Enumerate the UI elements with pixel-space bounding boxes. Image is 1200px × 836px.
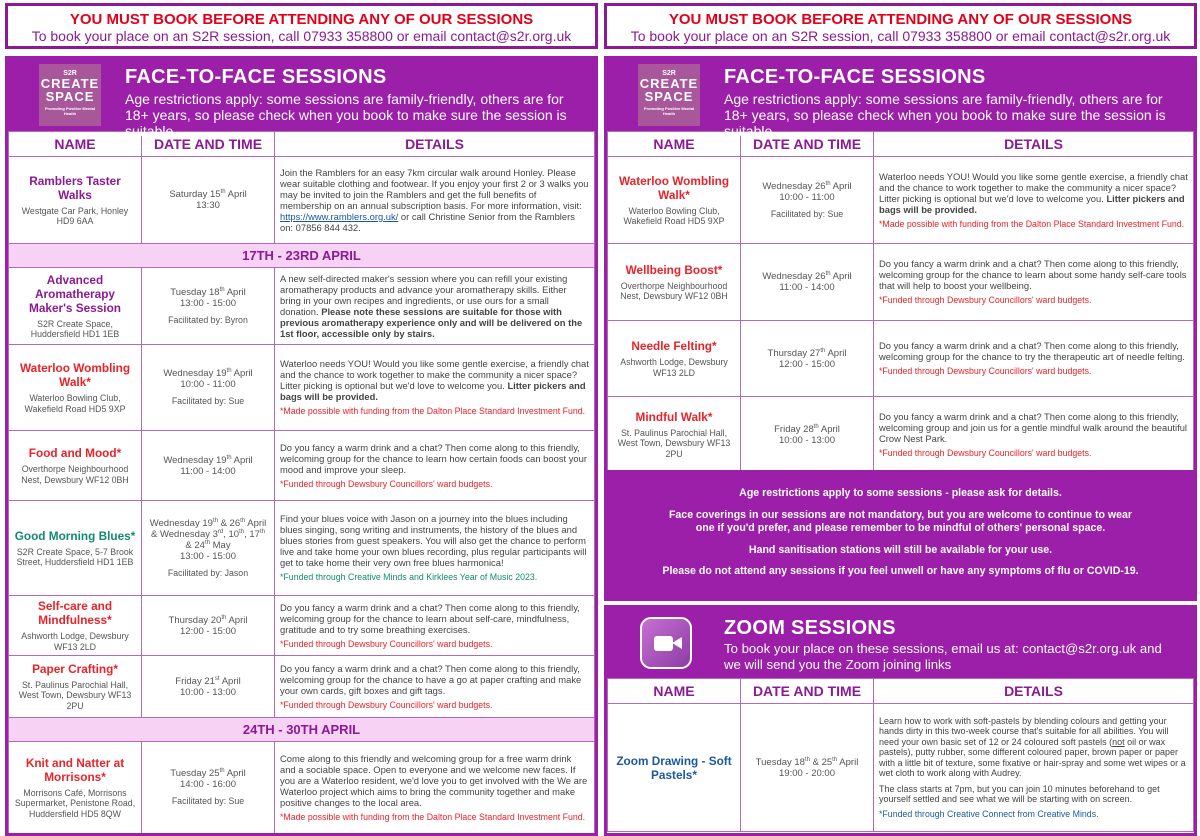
session-details: Do you fancy a warm drink and a chat? Then come along to this friendly, welcoming group and join us for a gentle mindful walk around the beautiful Crow Nest Park. *Funded through Dewsbury Councillors' ward budgets. (874, 397, 1194, 473)
session-date: Wednesday 19th & 26th April & Wednesday 3rd, 10th, 17th & 24th May 13:00 - 15:00 Facilitated by: Jason (142, 501, 275, 596)
session-name: Needle Felting* (631, 339, 717, 353)
session-name: Waterloo Wombling Walk* (19, 361, 131, 389)
session-location: Overthorpe Neighbourhood Nest, Dewsbury WF12 0BH (620, 280, 728, 301)
session-location: Ashworth Lodge, Dewsbury WF13 2LD (620, 357, 728, 378)
session-location: Overthorpe Neighbourhood Nest, Dewsbury WF12 0BH (21, 464, 129, 485)
table-row (9, 268, 595, 345)
info-unwell: Please do not attend any sessions if you feel unwell or have any symptoms of flu or COVID-19. (662, 565, 1139, 577)
session-location: Ashworth Lodge, Dewsbury WF13 2LD (21, 631, 129, 652)
session-location: S2R Create Space, 5-7 Brook Street, Huddersfield HD1 1EB (16, 546, 134, 567)
session-details: Do you fancy a warm drink and a chat? Then come along to this friendly, welcoming group for the chance to learn about some handy self-care tools that will help to boost your wellbeing. *Funded through Dewsbury Councillors' ward budgets. (874, 244, 1194, 321)
week-band: 24TH - 30TH APRIL (9, 718, 595, 742)
info-sanitisation: Hand sanitisation stations will still be available for your use. (748, 543, 1053, 556)
session-name: Wellbeing Boost* (625, 262, 723, 277)
table-row (608, 704, 1194, 832)
session-name: Mindful Walk* (635, 409, 713, 424)
col-name: NAME (9, 132, 142, 157)
session-name: Ramblers Taster Walks (29, 173, 121, 202)
zoom-title: ZOOM SESSIONS (724, 617, 896, 639)
ramblers-link[interactable]: https://www.ramblers.org.uk/ (280, 211, 399, 222)
session-name: Waterloo Wombling Walk* (618, 173, 730, 202)
session-date: Friday 21st April 10:00 - 13:00 (142, 656, 275, 718)
session-details: Do you fancy a warm drink and a chat? Then come along to this friendly, welcoming group for the chance to try the therapeutic art of needle felting. *Funded through Dewsbury Councillors' ward budgets. (874, 321, 1194, 397)
session-details: A new self-directed maker's session where you can refill your existing aromatherapy products and advance your aromatherapy skills. Either bring in your own recipes and ingredients, or use ours for a small donation. Please note these sessions are suitable for those with previous aromatherapy experience only and will be delivered on the 1st floor, accessible only by stairs. (275, 268, 595, 345)
f2f-title: FACE-TO-FACE SESSIONS (125, 66, 387, 88)
col-date: DATE AND TIME (142, 132, 275, 157)
table-row (608, 244, 1194, 321)
session-name: Food and Mood* (28, 446, 122, 460)
session-date: Wednesday 26th April 10:00 - 11:00 Facilitated by: Sue (741, 157, 874, 244)
col-date: DATE AND TIME (741, 679, 874, 704)
session-location: Waterloo Bowling Club, Wakefield Road HD5 9XP (623, 205, 725, 226)
booking-warning: YOU MUST BOOK BEFORE ATTENDING ANY OF OUR SESSIONS (668, 11, 1133, 28)
zoom-table (607, 678, 1194, 832)
session-details: Come along to this friendly and welcoming group for a free warm drink and a sociable space. Open to everyone and we welcome new faces. If you are a Waterloo resident, we'd love you to get involved with the We are Waterloo project which aims to bring the community together and make positive changes to the local area. *Made possible with funding from the Dalton Place Standard Investment Fund. (275, 742, 595, 834)
f2f-description: Age restrictions apply: some sessions are family-friendly, others are for 18+ years, so please check when you book to make sure the session is suitable. (724, 91, 1166, 139)
session-date: Saturday 15th April 13:30 (142, 157, 275, 244)
table-row (9, 345, 595, 431)
create-space-logo: S2R CREATE SPACE Promoting Positive Mental Health (638, 64, 700, 126)
f2f-panel-left (5, 56, 598, 836)
booking-notice (604, 3, 1197, 49)
zoom-description: To book your place on these sessions, email us at: contact@s2r.org.uk and we will send you the Zoom joining links (724, 641, 1162, 672)
session-name: Knit and Natter at Morrisons* (25, 755, 125, 784)
session-name: Good Morning Blues* (14, 528, 136, 543)
video-camera-icon (640, 617, 692, 669)
zoom-header (607, 608, 1194, 678)
session-location: St. Paulinus Parochial Hall, West Town, Dewsbury WF13 2PU (617, 427, 731, 459)
col-date: DATE AND TIME (741, 132, 874, 157)
zoom-panel (604, 605, 1197, 836)
session-location: St. Paulinus Parochial Hall, West Town, Dewsbury WF13 2PU (18, 679, 132, 711)
session-details: Do you fancy a warm drink and a chat? Then come along to this friendly, welcoming group for the chance to have a go at paper crafting and make your own cards, gift boxes and gift tags. *Funded through Dewsbury Councillors' ward budgets. (275, 656, 595, 718)
table-row (9, 501, 595, 596)
info-box (604, 470, 1197, 601)
session-location: S2R Create Space, Huddersfield HD1 1EB (30, 318, 120, 339)
session-date: Tuesday 18th & 25th April 19:00 - 20:00 (741, 704, 874, 832)
col-name: NAME (608, 132, 741, 157)
session-details: Waterloo needs YOU! Would you like some gentle exercise, a friendly chat and the chance to work together to make the community a nicer space? Litter picking is optional but we'd love to welcome you. Litter pickers and bags will be provided. *Made possible with funding from the Dalton Place Standard Investment Fund. (275, 345, 595, 431)
session-details: Find your blues voice with Jason on a journey into the blues including blues singing, song writing and instruments, the history of the blues and blues stories from guest speakers. You will also get the chance to perform live and take home your own blues recording, plus regular participants will get to take home their very own free blues harmonica! *Funded through Creative Minds and Kirklees Year of Music 2023. (275, 501, 595, 596)
week-band: 17TH - 23RD APRIL (9, 244, 595, 268)
session-details: Waterloo needs YOU! Would you like some gentle exercise, a friendly chat and the chance to work together to make the community a nicer space? Litter picking is optional but we'd love to welcome you. Litter pickers and bags will be provided. *Made possible with funding from the Dalton Place Standard Investment Fund. (874, 157, 1194, 244)
session-date: Wednesday 26th April 11:00 - 14:00 (741, 244, 874, 321)
table-row (608, 157, 1194, 244)
sessions-table (8, 131, 595, 834)
session-location: Morrisons Café, Morrisons Supermarket, Penistone Road, Huddersfield HD5 8QW (14, 787, 136, 819)
session-name: Paper Crafting* (32, 661, 118, 676)
info-face-coverings: Face coverings in our sessions are not mandatory, but you are welcome to continue to wear one if you'd prefer, and please remember to be mindful of others' personal space. (668, 508, 1133, 534)
session-details: Do you fancy a warm drink and a chat? Then come along to this friendly, welcoming group for the chance to learn how certain foods can boost your mood and improve your sleep. *Funded through Dewsbury Councillors' ward budgets. (275, 431, 595, 501)
session-name: Advanced Aromatherapy Maker's Session (29, 272, 121, 315)
table-header (608, 679, 1194, 704)
table-row (9, 656, 595, 718)
booking-contact: To book your place on an S2R session, call 07933 358800 or email contact@s2r.org.uk (31, 28, 572, 44)
col-details: DETAILS (874, 132, 1194, 157)
info-age: Age restrictions apply to some sessions - please ask for details. (739, 487, 1062, 499)
session-date: Friday 28th April 10:00 - 13:00 (741, 397, 874, 473)
f2f-header (8, 59, 595, 139)
sessions-table (607, 131, 1194, 473)
table-row (608, 321, 1194, 397)
session-date: Tuesday 18th April 13:00 - 15:00 Facilitated by: Byron (142, 268, 275, 345)
session-date: Tuesday 25th April 14:00 - 16:00 Facilitated by: Sue (142, 742, 275, 834)
session-location: Waterloo Bowling Club, Wakefield Road HD5 9XP (24, 393, 126, 414)
f2f-title: FACE-TO-FACE SESSIONS (724, 66, 986, 88)
table-row (9, 596, 595, 656)
table-row (608, 397, 1194, 473)
booking-notice (5, 3, 598, 49)
f2f-description: Age restrictions apply: some sessions are family-friendly, others are for 18+ years, so please check when you book to make sure the session is suitable. (125, 91, 567, 139)
session-name: Self-care and Mindfulness* (37, 599, 113, 627)
table-row (9, 742, 595, 834)
create-space-logo: S2R CREATE SPACE Promoting Positive Mental Health (39, 64, 101, 126)
session-location: Westgate Car Park, Honley HD9 6AA (21, 205, 129, 226)
table-row (9, 431, 595, 501)
session-date: Wednesday 19th April 10:00 - 11:00 Facilitated by: Sue (142, 345, 275, 431)
right-page (604, 3, 1197, 819)
session-date: Thursday 27th April 12:00 - 15:00 (741, 321, 874, 397)
session-date: Wednesday 19th April 11:00 - 14:00 (142, 431, 275, 501)
f2f-header (607, 59, 1194, 139)
left-page (5, 3, 598, 822)
col-name: NAME (608, 679, 741, 704)
col-details: DETAILS (275, 132, 595, 157)
session-name: Zoom Drawing - Soft Pastels* (616, 753, 732, 782)
session-details: Learn how to work with soft-pastels by blending colours and getting your hands dirty in this two-week course that's suitable for all abilities. You will need your own basic set of 12 or 24 coloured soft pastels (not oil or wax pastels), putty rubber, some different coloured paper, brown paper or paper with a little bit of texture, some fixative or hair-spray and some wet wipes or a wet cloth to work along with Audrey. The class starts at 7pm, but you can join 10 minutes beforehand to get yourself settled and see what we will be starting with on screen. *Funded through Creative Connect from Creative Minds. (874, 704, 1194, 832)
session-date: Thursday 20th April 12:00 - 15:00 (142, 596, 275, 656)
booking-warning: YOU MUST BOOK BEFORE ATTENDING ANY OF OUR SESSIONS (69, 11, 534, 28)
session-details: Do you fancy a warm drink and a chat? Then come along to this friendly, welcoming group for the chance to learn about self-care, mindfulness, gratitude and to try some breathing exercises. *Funded through Dewsbury Councillors' ward budgets. (275, 596, 595, 656)
session-details: Join the Ramblers for an easy 7km circular walk around Honley. Please wear suitable clothing and footwear. If you enjoy your first 2 or 3 walks you may be invited to join the Ramblers and get the full benefits of membership on an annual subscription basis. For more information, visit: https://www.ramblers.org.uk/ or call Christine Senior from the Ramblers on: 07856 844 432. (275, 157, 595, 244)
table-row (9, 157, 595, 244)
col-details: DETAILS (874, 679, 1194, 704)
booking-contact: To book your place on an S2R session, call 07933 358800 or email contact@s2r.org.uk (630, 28, 1171, 44)
